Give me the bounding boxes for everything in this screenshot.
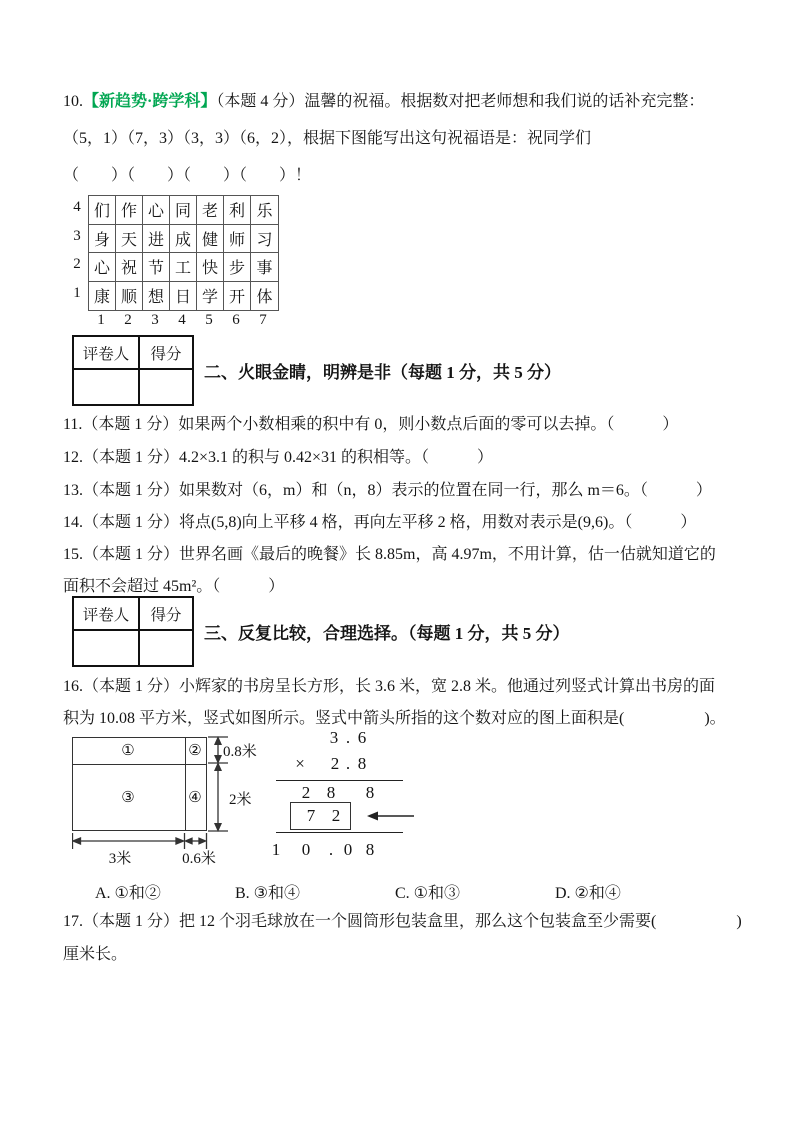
grid-row-label: 3 xyxy=(73,228,81,244)
mult-digit: 8 xyxy=(365,783,375,802)
score-input-cell xyxy=(139,369,193,405)
grid-cell: 乐 xyxy=(251,196,278,225)
grid-cell: 工 xyxy=(170,253,197,282)
mult-digit: 2 xyxy=(330,754,340,773)
region-label-3: ③ xyxy=(121,790,135,806)
grid-cell: 心 xyxy=(89,253,116,282)
question-17-line1: 17.（本题 1 分）把 12 个羽毛球放在一个圆筒形包装盒里，那么这个包装盒至少需要( ) xyxy=(63,913,742,930)
question-12: 12.（本题 1 分）4.2×3.1 的积与 0.42×31 的积相等。（ ） xyxy=(63,449,494,466)
option-b: B. ③和④ xyxy=(235,885,301,902)
grid-cell: 步 xyxy=(224,253,251,282)
grid-cell: 节 xyxy=(143,253,170,282)
grid-col-label: 6 xyxy=(232,312,240,328)
mult-digit: . xyxy=(345,728,351,747)
mult-digit: 8 xyxy=(326,783,336,802)
region-label-1: ① xyxy=(121,743,135,759)
mult-digit: 3 xyxy=(329,728,339,747)
grid-cell: 同 xyxy=(170,196,197,225)
coordinate-grid xyxy=(88,195,279,311)
dim-label-2m: 2米 xyxy=(229,792,252,808)
option-c: C. ①和③ xyxy=(395,885,461,902)
option-a: A. ①和② xyxy=(95,885,161,902)
grader-input-cell xyxy=(73,630,139,666)
grid-cell: 学 xyxy=(197,282,224,311)
arrow-left-icon xyxy=(366,809,416,823)
floorplan-diagram xyxy=(72,735,272,870)
score-label: 得分 xyxy=(139,336,193,369)
grid-cell: 成 xyxy=(170,225,197,254)
question-13: 13.（本题 1 分）如果数对（6，m）和（n，8）表示的位置在同一行，那么 m＝6。（ ） xyxy=(63,482,712,499)
grid-cell: 日 xyxy=(170,282,197,311)
mult-digit: 8 xyxy=(357,754,367,773)
grid-cell: 利 xyxy=(224,196,251,225)
score-input-cell xyxy=(139,630,193,666)
grid-cell: 老 xyxy=(197,196,224,225)
option-d: D. ②和④ xyxy=(555,885,621,902)
mult-digit: 0 xyxy=(343,840,353,859)
dim-label-3m: 3米 xyxy=(108,851,132,867)
mult-digit: 6 xyxy=(357,728,367,747)
multiplication-worksheet xyxy=(270,728,430,868)
grid-cell: 康 xyxy=(89,282,116,311)
mult-digit: 0 xyxy=(301,840,311,859)
grid-cell: 体 xyxy=(256,289,273,307)
grid-cell: 天 xyxy=(116,225,143,254)
question-10-line1 xyxy=(63,91,763,113)
question-11: 11.（本题 1 分）如果两个小数相乘的积中有 0，则小数点后面的零可以去掉。（ ） xyxy=(63,416,679,433)
grader-label: 评卷人 xyxy=(73,597,139,630)
grid-cell: 快 xyxy=(197,253,224,282)
grid-cell: 身 xyxy=(89,225,116,254)
grid-col-label: 7 xyxy=(259,312,267,328)
dim-label-0point8m: 0.8米 xyxy=(223,744,257,760)
section-2-title: 二、火眼金睛，明辨是非（每题 1 分，共 5 分） xyxy=(204,363,561,382)
grader-label: 评卷人 xyxy=(73,336,139,369)
grid-row-label: 4 xyxy=(73,199,81,215)
grid-col-label: 3 xyxy=(151,312,159,328)
score-table-2 xyxy=(72,596,194,667)
grid-cell: 习 xyxy=(251,225,278,254)
mult-digit: . xyxy=(345,754,351,773)
times-sign: × xyxy=(295,754,305,773)
dim-label-0point6m: 0.6米 xyxy=(182,851,216,867)
grid-cell: 健 xyxy=(197,225,224,254)
grid-cell: 开 xyxy=(224,282,251,311)
score-table-1 xyxy=(72,335,194,406)
mult-digit: 8 xyxy=(365,840,375,859)
mult-rule xyxy=(276,780,403,781)
grid-cell: 事 xyxy=(251,253,278,282)
grid-col-label: 2 xyxy=(124,312,132,328)
grid-cell: 祝 xyxy=(116,253,143,282)
region-label-4: ④ xyxy=(188,790,202,806)
question-16-line2: 积为 10.08 平方米，竖式如图所示。竖式中箭头所指的这个数对应的图上面积是( )。 xyxy=(63,710,726,727)
region-label-2: ② xyxy=(188,743,202,759)
question-10-tag: 【新趋势·跨学科】 xyxy=(83,93,217,110)
mult-digit: . xyxy=(328,840,334,859)
grader-input-cell xyxy=(73,369,139,405)
section-3-title: 三、反复比较，合理选择。（每题 1 分，共 5 分） xyxy=(204,624,570,643)
question-10-line2: （5，1）（7，3）（3，3）（6，2），根据下图能写出这句祝福语是：祝同学们 xyxy=(63,130,592,147)
grid-cell: 进 xyxy=(143,225,170,254)
question-14: 14.（本题 1 分）将点(5,8)向上平移 4 格，再向左平移 2 格，用数对表示是(9,6)。（ ） xyxy=(63,514,697,531)
question-15-line2: 面积不会超过 45m²。（ ） xyxy=(63,578,285,595)
question-10-intro: （本题 4 分）温馨的祝福。根据数对把老师想和我们说的话补充完整： xyxy=(216,93,705,110)
question-10-number: 10. xyxy=(63,93,83,110)
grid-row-label: 1 xyxy=(73,285,81,301)
grid-cell: 想 xyxy=(143,282,170,311)
grid-row-label: 2 xyxy=(73,256,81,272)
grid-col-label: 4 xyxy=(178,312,186,328)
mult-digit: 7 xyxy=(306,806,316,825)
mult-digit: 1 xyxy=(271,840,281,859)
question-16-line1: 16.（本题 1 分）小辉家的书房呈长方形，长 3.6 米，宽 2.8 米。他通过列竖式计算出书房的面 xyxy=(63,678,716,695)
grid-cell: 心 xyxy=(143,196,170,225)
grid-cell: 师 xyxy=(224,225,251,254)
mult-digit: 2 xyxy=(301,783,311,802)
grid-cell: 顺 xyxy=(116,282,143,311)
highlighted-partial-product-box xyxy=(290,802,351,830)
question-17-line2: 厘米长。 xyxy=(63,946,128,963)
grid-col-label: 5 xyxy=(205,312,213,328)
grid-cell: 们 xyxy=(89,196,116,225)
mult-rule xyxy=(276,832,403,833)
mult-digit: 2 xyxy=(331,806,341,825)
question-15-line1: 15.（本题 1 分）世界名画《最后的晚餐》长 8.85m，高 4.97m，不用计算，估一估就知道它的 xyxy=(63,546,716,563)
question-10-blanks: （ ）（ ）（ ）（ ）！ xyxy=(63,167,312,184)
score-label: 得分 xyxy=(139,597,193,630)
grid-col-label: 1 xyxy=(97,312,105,328)
grid-cell: 作 xyxy=(116,196,143,225)
